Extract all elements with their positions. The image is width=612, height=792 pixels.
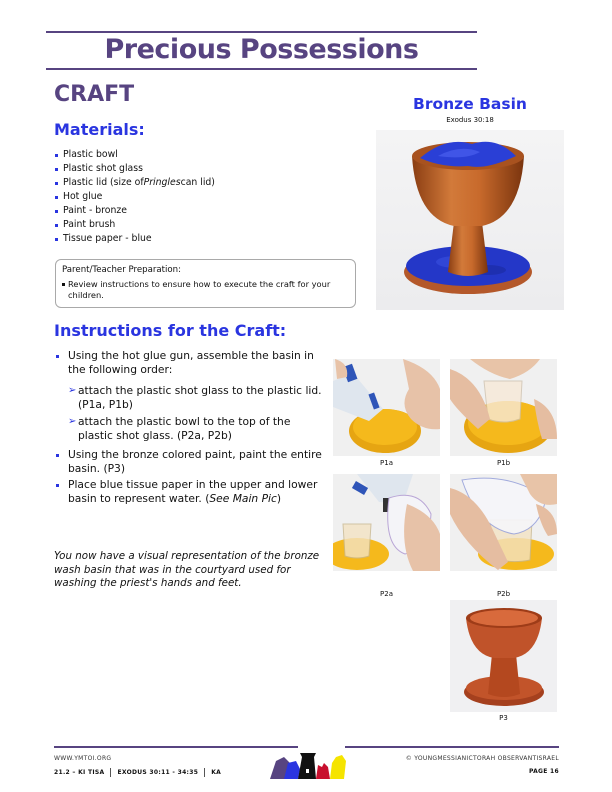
page-title: Precious Possessions [104, 34, 419, 65]
caption-p1b: P1b [496, 459, 511, 467]
materials-list [55, 148, 215, 246]
caption-p1a: P1a [380, 459, 393, 467]
bullet-icon [55, 224, 58, 227]
footer-rule-left [54, 746, 298, 748]
footer-reference: EXODUS 30:11 - 34:35 [117, 769, 199, 776]
divider [204, 768, 205, 777]
footer-website[interactable]: WWW.YMTOI.ORG [54, 755, 112, 762]
caption-p2b: P2b [496, 590, 511, 598]
closing-text: You now have a visual representation of the bronze wash basin that was in the courtyard used for washing the priest's hands and feet. [54, 550, 320, 589]
bullet-icon [55, 182, 58, 185]
arrow-bullet-icon: ➢ [68, 385, 77, 396]
glue-gun-bowl-image [333, 474, 440, 571]
prep-title: Parent/Teacher Preparation: [62, 265, 182, 275]
photo-p2a [333, 474, 440, 571]
bullet-icon [56, 355, 59, 358]
footer-meta [54, 768, 221, 777]
material-item: Tissue paper - blue [55, 232, 215, 246]
prep-box [55, 259, 356, 308]
instruction-subitem: ➢ attach the plastic bowl to the top of the plastic shot glass. (P2a, P2b) [68, 415, 291, 442]
footer-copyright: © YOUNGMESSIANICTORAH OBSERVANTISRAEL [405, 755, 559, 762]
material-item: Plastic shot glass [55, 162, 215, 176]
bullet-icon [56, 454, 59, 457]
photo-p3 [450, 600, 557, 712]
footer-page-number: PAGE 16 [528, 768, 559, 775]
bowl-on-glass-image [450, 474, 557, 571]
caption-p3: P3 [499, 714, 508, 722]
instruction-item: Using the bronze colored paint, paint the entire basin. (P3) [54, 448, 326, 475]
prep-item: Review instructions to ensure how to execute the craft for your children. [62, 279, 349, 301]
divider [110, 768, 111, 777]
instructions-list [54, 349, 326, 508]
ymtoi-logo [268, 751, 350, 780]
caption-p2a: P2a [380, 590, 393, 598]
main-pic-reference: Exodus 30:18 [446, 116, 494, 124]
footer-parsha: 21.2 – KI TISA [54, 769, 105, 776]
section-title: CRAFT [54, 82, 135, 107]
photo-p2b [450, 474, 557, 571]
instructions-heading: Instructions for the Craft: [54, 321, 287, 340]
main-photo-bronze-basin [376, 130, 564, 310]
material-item: Paint brush [55, 218, 215, 232]
instruction-item: Using the hot glue gun, assemble the basin in the following order: ➢ attach the plastic shot glass to the plastic lid. (P1a, P1b) ➢ attach the plastic bowl to the top of the plastic shot glass. (P2a, P2b) [54, 349, 326, 442]
materials-heading: Materials: [54, 120, 145, 139]
material-item: Plastic lid (size of Pringles can lid) [55, 176, 215, 190]
material-item: Hot glue [55, 190, 215, 204]
logo-figures-icon [268, 751, 350, 780]
painted-basin-image [450, 600, 557, 712]
bullet-icon [55, 210, 58, 213]
instruction-subitem: ➢ attach the plastic shot glass to the plastic lid. (P1a, P1b) [68, 384, 322, 411]
bronze-basin-image [376, 130, 564, 310]
material-item: Plastic bowl [55, 148, 215, 162]
glue-gun-lid-image [333, 359, 440, 456]
photo-p1b [450, 359, 557, 456]
bullet-icon [55, 168, 58, 171]
footer-rule-right [345, 746, 559, 748]
bullet-icon [55, 196, 58, 199]
header-rule-bottom [46, 68, 477, 70]
shot-glass-lid-image [450, 359, 557, 456]
bullet-icon [55, 154, 58, 157]
arrow-bullet-icon: ➢ [68, 416, 77, 427]
main-pic-title: Bronze Basin [413, 95, 527, 113]
bullet-icon [62, 283, 65, 286]
bullet-icon [56, 484, 59, 487]
photo-p1a [333, 359, 440, 456]
material-item: Paint - bronze [55, 204, 215, 218]
instruction-item: Place blue tissue paper in the upper and lower basin to represent water. (See Main Pic) [54, 478, 326, 505]
main-pic-title-block [370, 94, 570, 125]
bullet-icon [55, 238, 58, 241]
footer-level: KA [211, 769, 222, 776]
